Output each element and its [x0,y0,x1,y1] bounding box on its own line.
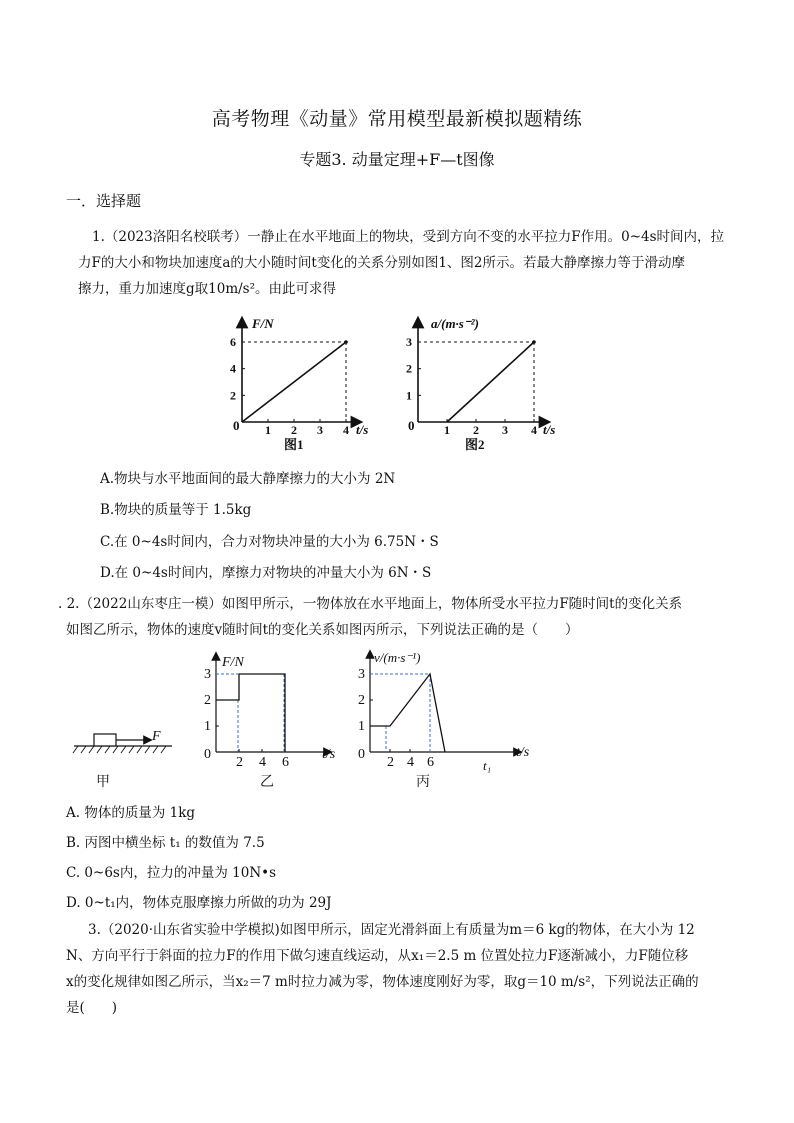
figure-bing [352,646,542,796]
q1-line: 1.（2023洛阳名校联考）一静止在水平地面上的物块，受到方向不变的水平拉力F作用。0~4s时间内，拉 [92,229,725,245]
bing-ytick-label: 1 [358,719,365,734]
yi-xtick-label: 4 [259,755,266,770]
figure-jia [70,720,180,795]
yi-xtick-label: 2 [236,755,243,770]
fig1-xtick-label: 3 [317,423,323,437]
q1-option-c: C.在 0~4s时间内，合力对物块冲量的大小为 6.75N・S [100,534,439,550]
fig2-origin: 0 [408,418,415,433]
fig1-ytick-label: 2 [230,388,236,403]
fig2-ytick-label: 1 [406,388,412,403]
bing-t1-label: t₁ [483,758,492,773]
bing-xlabel: t/s [516,745,530,760]
yi-ytick-label: 3 [204,667,211,682]
yi-data-line [216,674,285,752]
yi-ytick-label: 2 [204,693,211,708]
q1-line: 擦力，重力加速度g取10m/s²。由此可求得 [78,281,337,297]
figure-1 [222,312,372,457]
q2-text [58,591,738,643]
fig1-xtick-label: 1 [265,423,271,437]
bing-xtick-label: 6 [427,755,434,770]
bing-origin: 0 [358,747,365,762]
q3-line: N、方向平行于斜面的拉力F的作用下做匀速直线运动，从x₁＝2.5 m 位置处拉力F逐渐减小，力F随位移 [66,948,689,964]
bing-ylabel: v/(m·s⁻¹) [374,650,421,665]
fig2-xtick-label: 3 [502,423,508,437]
fig2-ytick-label: 3 [406,335,412,349]
bing-data-line [370,674,445,752]
fig1-ytick-label: 6 [230,335,236,349]
fig1-ytick-label: 4 [230,361,236,376]
yi-xtick-label: 6 [282,755,289,770]
fig2-ylabel: a/(m·s⁻²) [431,316,479,331]
yi-ylabel: F/N [222,655,244,670]
fig2-xlabel: t/s [543,422,556,437]
q3-line: 是( ) [66,1000,118,1016]
fig1-xtick-label: 4 [343,423,349,437]
fig1-xlabel: t/s [356,422,369,437]
yi-ytick-label: 1 [204,719,211,734]
q1-text [78,224,732,302]
fig2-caption: 图2 [465,437,485,452]
fig-jia-caption: 甲 [96,775,110,790]
block [94,734,116,746]
q2-line: . 2.（2022山东枣庄一模）如图甲所示，一物体放在水平地面上，物体所受水平拉力F随时间t的变化关系 [58,596,683,612]
fig1-xtick-label: 2 [291,423,297,437]
page-title: 高考物理《动量》常用模型最新模拟题精练 [211,108,583,130]
yi-xlabel: t/s [322,747,336,762]
fig2-ytick-label: 2 [406,361,412,376]
fig2-data-line [447,342,534,422]
q2-option-d: D. 0~t₁内，物体克服摩擦力所做的功为 29J [66,895,332,911]
q3-text [66,917,746,1021]
ground-hatch [73,746,166,753]
q2-option-a: A. 物体的质量为 1kg [66,805,196,821]
q1-option-b: B.物块的质量等于 1.5kg [100,502,252,518]
bing-ytick-label: 2 [358,693,365,708]
fig-yi-caption: 乙 [260,775,274,790]
fig-bing-caption: 丙 [416,775,430,790]
q2-option-c: C. 0~6s内，拉力的冲量为 10N•s [66,865,277,881]
q1-option-d: D.在 0~4s时间内，摩擦力对物块的冲量大小为 6N・S [100,565,432,581]
fig2-xtick-label: 2 [473,423,479,437]
q2-option-b: B. 丙图中横坐标 t₁ 的数值为 7.5 [66,835,265,851]
fig2-xtick-label: 1 [444,423,450,437]
q2-line: 如图乙所示，物体的速度v随时间t的变化关系如图丙所示，下列说法正确的是（ ） [66,622,579,638]
q1-line: 力F的大小和物块加速度a的大小随时间t变化的关系分别如图1、图2所示。若最大静摩擦力等于滑动摩 [78,255,686,271]
q3-line: 3.（2020·山东省实验中学模拟)如图甲所示，固定光滑斜面上有质量为m＝6 kg的物体，在大小为 12 [88,922,695,938]
fig1-caption: 图1 [284,437,304,452]
yi-origin: 0 [204,747,211,762]
page-subtitle: 专题3. 动量定理+F—t图像 [299,150,495,169]
bing-ytick-label: 3 [358,667,365,682]
figure-2 [395,312,565,457]
bing-xtick-label: 4 [407,755,414,770]
fig1-ylabel: F/N [252,316,274,331]
q1-option-a: A.物块与水平地面间的最大静摩擦力的大小为 2N [100,471,396,487]
fig2-end-point [532,340,536,344]
figure-yi [198,648,348,796]
section-heading: 一．选择题 [66,192,142,210]
q3-line: x的变化规律如图乙所示，当x₂＝7 m时拉力减为零，物体速度刚好为零，取g＝10 m/s²，下列说法正确的 [66,974,699,990]
fig1-origin: 0 [233,418,240,433]
bing-xtick-label: 2 [387,755,394,770]
fig1-data-line [242,342,346,422]
fig2-xtick-label: 4 [531,423,537,437]
fig1-end-point [344,340,348,344]
force-label: F [152,729,161,744]
